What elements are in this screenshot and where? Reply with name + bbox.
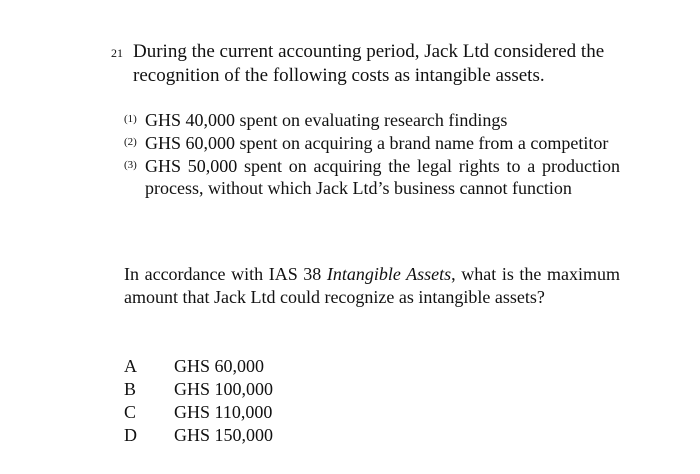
cost-item-text: GHS 50,000 spent on acquiring the legal rights to a production process, without which Jack Ltd’s business cannot function — [145, 156, 620, 198]
cost-item-number: (1) — [124, 113, 137, 125]
question-header — [111, 40, 631, 88]
stem-text-before: In accordance with IAS 38 — [124, 264, 327, 284]
standard-title: Intangible Assets — [326, 264, 452, 284]
option-letter: C — [124, 402, 137, 422]
stem-text-after: , what is the maximum amount that Jack Ltd could recognize as intangible assets? — [124, 264, 620, 307]
option-text: GHS 60,000 — [174, 356, 265, 376]
cost-item-text: GHS 40,000 spent on evaluating research findings — [145, 110, 508, 130]
option-c[interactable] — [124, 401, 273, 424]
option-text: GHS 150,000 — [174, 425, 274, 445]
option-a[interactable] — [124, 355, 273, 378]
cost-items-list — [124, 109, 620, 200]
cost-item-text: GHS 60,000 spent on acquiring a brand name from a competitor — [145, 133, 609, 153]
option-text: GHS 110,000 — [174, 402, 273, 422]
cost-item-1 — [124, 109, 620, 131]
cost-item-2 — [124, 132, 620, 154]
question-number: 21 — [111, 46, 123, 60]
question-stem — [124, 263, 620, 309]
option-b[interactable] — [124, 378, 273, 401]
question-text: During the current accounting period, Jack Ltd considered the recognition of the following costs as intangible assets. — [133, 41, 605, 86]
option-letter: A — [124, 356, 137, 376]
option-letter: D — [124, 425, 137, 445]
option-d[interactable] — [124, 424, 273, 447]
option-text: GHS 100,000 — [174, 379, 274, 399]
cost-item-number: (3) — [124, 159, 137, 171]
option-letter: B — [124, 379, 137, 399]
cost-item-3 — [124, 155, 620, 199]
answer-options — [124, 355, 273, 447]
cost-item-number: (2) — [124, 136, 137, 148]
